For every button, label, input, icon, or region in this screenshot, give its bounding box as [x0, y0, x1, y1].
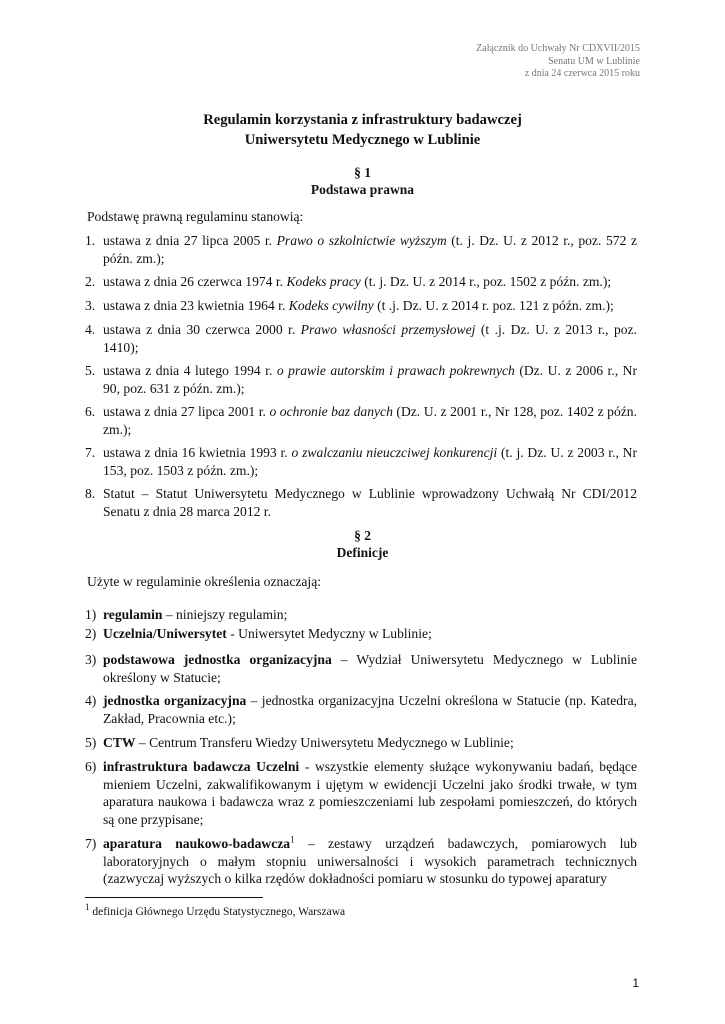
definition-item [85, 625, 637, 643]
title-line: Regulamin korzystania z infrastruktury badawczej [203, 112, 522, 128]
item-number: 6) [85, 759, 97, 774]
item-text: ustawa z dnia 30 czerwca 2000 r. Prawo własności przemysłowej (t .j. Dz. U. z 2013 r., poz. 1410); [103, 322, 637, 355]
defined-term: CTW [103, 735, 136, 750]
footnote-separator [85, 897, 263, 898]
defined-term: aparatura naukowo-badawcza [103, 836, 291, 851]
legal-basis-item [85, 485, 637, 520]
legal-basis-item [85, 362, 637, 397]
section-2-intro: Użyte w regulaminie określenia oznaczają: [87, 574, 322, 589]
item-text: podstawowa jednostka organizacyjna – Wydział Uniwersytetu Medycznego w Lublinie określony w Statucie; [103, 652, 637, 685]
item-text: aparatura naukowo-badawcza$^1$ – zestawy urządzeń badawczych, pomiarowych lub laboratoryjnych o małym stopniu uniwersalności i wysokich parametrach technicznych (zazwyczaj wyższych o kilka rzędów dokładności pomiaru w stosunku do typowej aparatury [103, 834, 637, 886]
item-number: 5) [85, 735, 97, 750]
item-number: 8. [85, 486, 96, 501]
item-text: regulamin – niniejszy regulamin; [103, 607, 288, 622]
item-text: Uczelnia/Uniwersytet - Uniwersytet Medyczny w Lublinie; [103, 626, 432, 641]
item-text: ustawa z dnia 27 lipca 2001 r. o ochronie baz danych (Dz. U. z 2001 r., Nr 128, poz. 1402 z późn. zm.); [103, 404, 637, 437]
section-number: § 2 [354, 528, 371, 543]
item-number: 1. [85, 233, 96, 248]
section-2-heading [0, 527, 725, 561]
legal-basis-item [85, 321, 637, 356]
item-number: 4. [85, 322, 96, 337]
definition-item [85, 651, 637, 686]
item-text: ustawa z dnia 4 lutego 1994 r. o prawie autorskim i prawach pokrewnych (Dz. U. z 2006 r., Nr 90, poz. 631 z późn. zm.); [103, 363, 637, 396]
item-number: 4) [85, 693, 97, 708]
definition-item [85, 692, 637, 727]
item-text: ustawa z dnia 26 czerwca 1974 r. Kodeks pracy (t. j. Dz. U. z 2014 r., poz. 1502 z późn. zm.); [103, 274, 612, 289]
definition-item [85, 606, 637, 624]
item-number: 2. [85, 274, 96, 289]
page-number: 1 [632, 976, 639, 990]
legal-basis-item [85, 403, 637, 438]
section-1-intro: Podstawę prawną regulaminu stanowią: [87, 209, 304, 224]
defined-term: infrastruktura badawcza Uczelni [103, 759, 300, 774]
item-text: ustawa z dnia 16 kwietnia 1993 r. o zwalczaniu nieuczciwej konkurencji (t. j. Dz. U. z 2003 r., Nr 153, poz. 1503 z późn. zm.); [103, 445, 637, 478]
defined-term: regulamin [103, 607, 163, 622]
item-number: 1) [85, 607, 97, 622]
footnote [85, 902, 346, 919]
defined-term: jednostka organizacyjna [103, 693, 247, 708]
section-1-heading [0, 164, 725, 198]
legal-basis-item [85, 232, 637, 267]
definition-item [85, 835, 637, 888]
attachment-note-line: z dnia 24 czerwca 2015 roku [524, 68, 640, 79]
item-number: 7. [85, 445, 96, 460]
item-number: 6. [85, 404, 96, 419]
defined-term: Uczelnia/Uniwersytet [103, 626, 227, 641]
title-line: Uniwersytetu Medycznego w Lublinie [244, 132, 481, 148]
item-text: ustawa z dnia 23 kwietnia 1964 r. Kodeks cywilny (t .j. Dz. U. z 2014 r. poz. 121 z późn. zm.); [103, 298, 614, 313]
attachment-note-line: Senatu UM w Lublinie [548, 55, 640, 67]
section-title: Definicje [336, 545, 389, 560]
item-number: 3) [85, 652, 97, 667]
legal-basis-item [85, 444, 637, 479]
footnote-reference: 1 [290, 834, 295, 845]
attachment-note-line: Załącznik do Uchwały Nr CDXVII/2015 [476, 43, 640, 54]
definition-item [85, 734, 637, 752]
item-text: infrastruktura badawcza Uczelni - wszystkie elementy służące wykonywaniu badań, będące mieniem Uczelni, zakwalifikowanym i ujętym w ewidencji Uczelni jako środki trwałe, w tym aparatura naukowa i badawcza wraz z pomieszczeniami lub zespołami pomieszczeń, do których są one przypisane; [103, 759, 637, 827]
item-text: jednostka organizacyjna – jednostka organizacyjna Uczelni określona w Statucie (np. Katedra, Zakład, Pracownia etc.); [103, 693, 638, 726]
item-number: 5. [85, 363, 96, 378]
defined-term: podstawowa jednostka organizacyjna [103, 652, 332, 667]
item-text: ustawa z dnia 27 lipca 2005 r. Prawo o szkolnictwie wyższym (t. j. Dz. U. z 2012 r., poz. 572 z późn. zm.); [103, 233, 637, 266]
legal-basis-item [85, 297, 637, 315]
footnote-mark: 1 [85, 902, 90, 913]
item-text: CTW – Centrum Transferu Wiedzy Uniwersytetu Medycznego w Lublinie; [103, 735, 514, 750]
item-number: 3. [85, 298, 96, 313]
attachment-note [476, 43, 640, 81]
legal-basis-item [85, 273, 637, 291]
item-number: 2) [85, 626, 97, 641]
footnote-text: definicja Głównego Urzędu Statystycznego, Warszawa [89, 906, 346, 918]
item-text: Statut – Statut Uniwersytetu Medycznego w Lublinie wprowadzony Uchwałą Nr CDI/2012 Senatu z dnia 28 marca 2012 r. [103, 486, 637, 519]
definition-item [85, 758, 637, 828]
document-title [0, 110, 725, 150]
section-title: Podstawa prawna [310, 182, 415, 197]
item-number: 7) [85, 836, 97, 851]
section-number: § 1 [354, 165, 371, 180]
